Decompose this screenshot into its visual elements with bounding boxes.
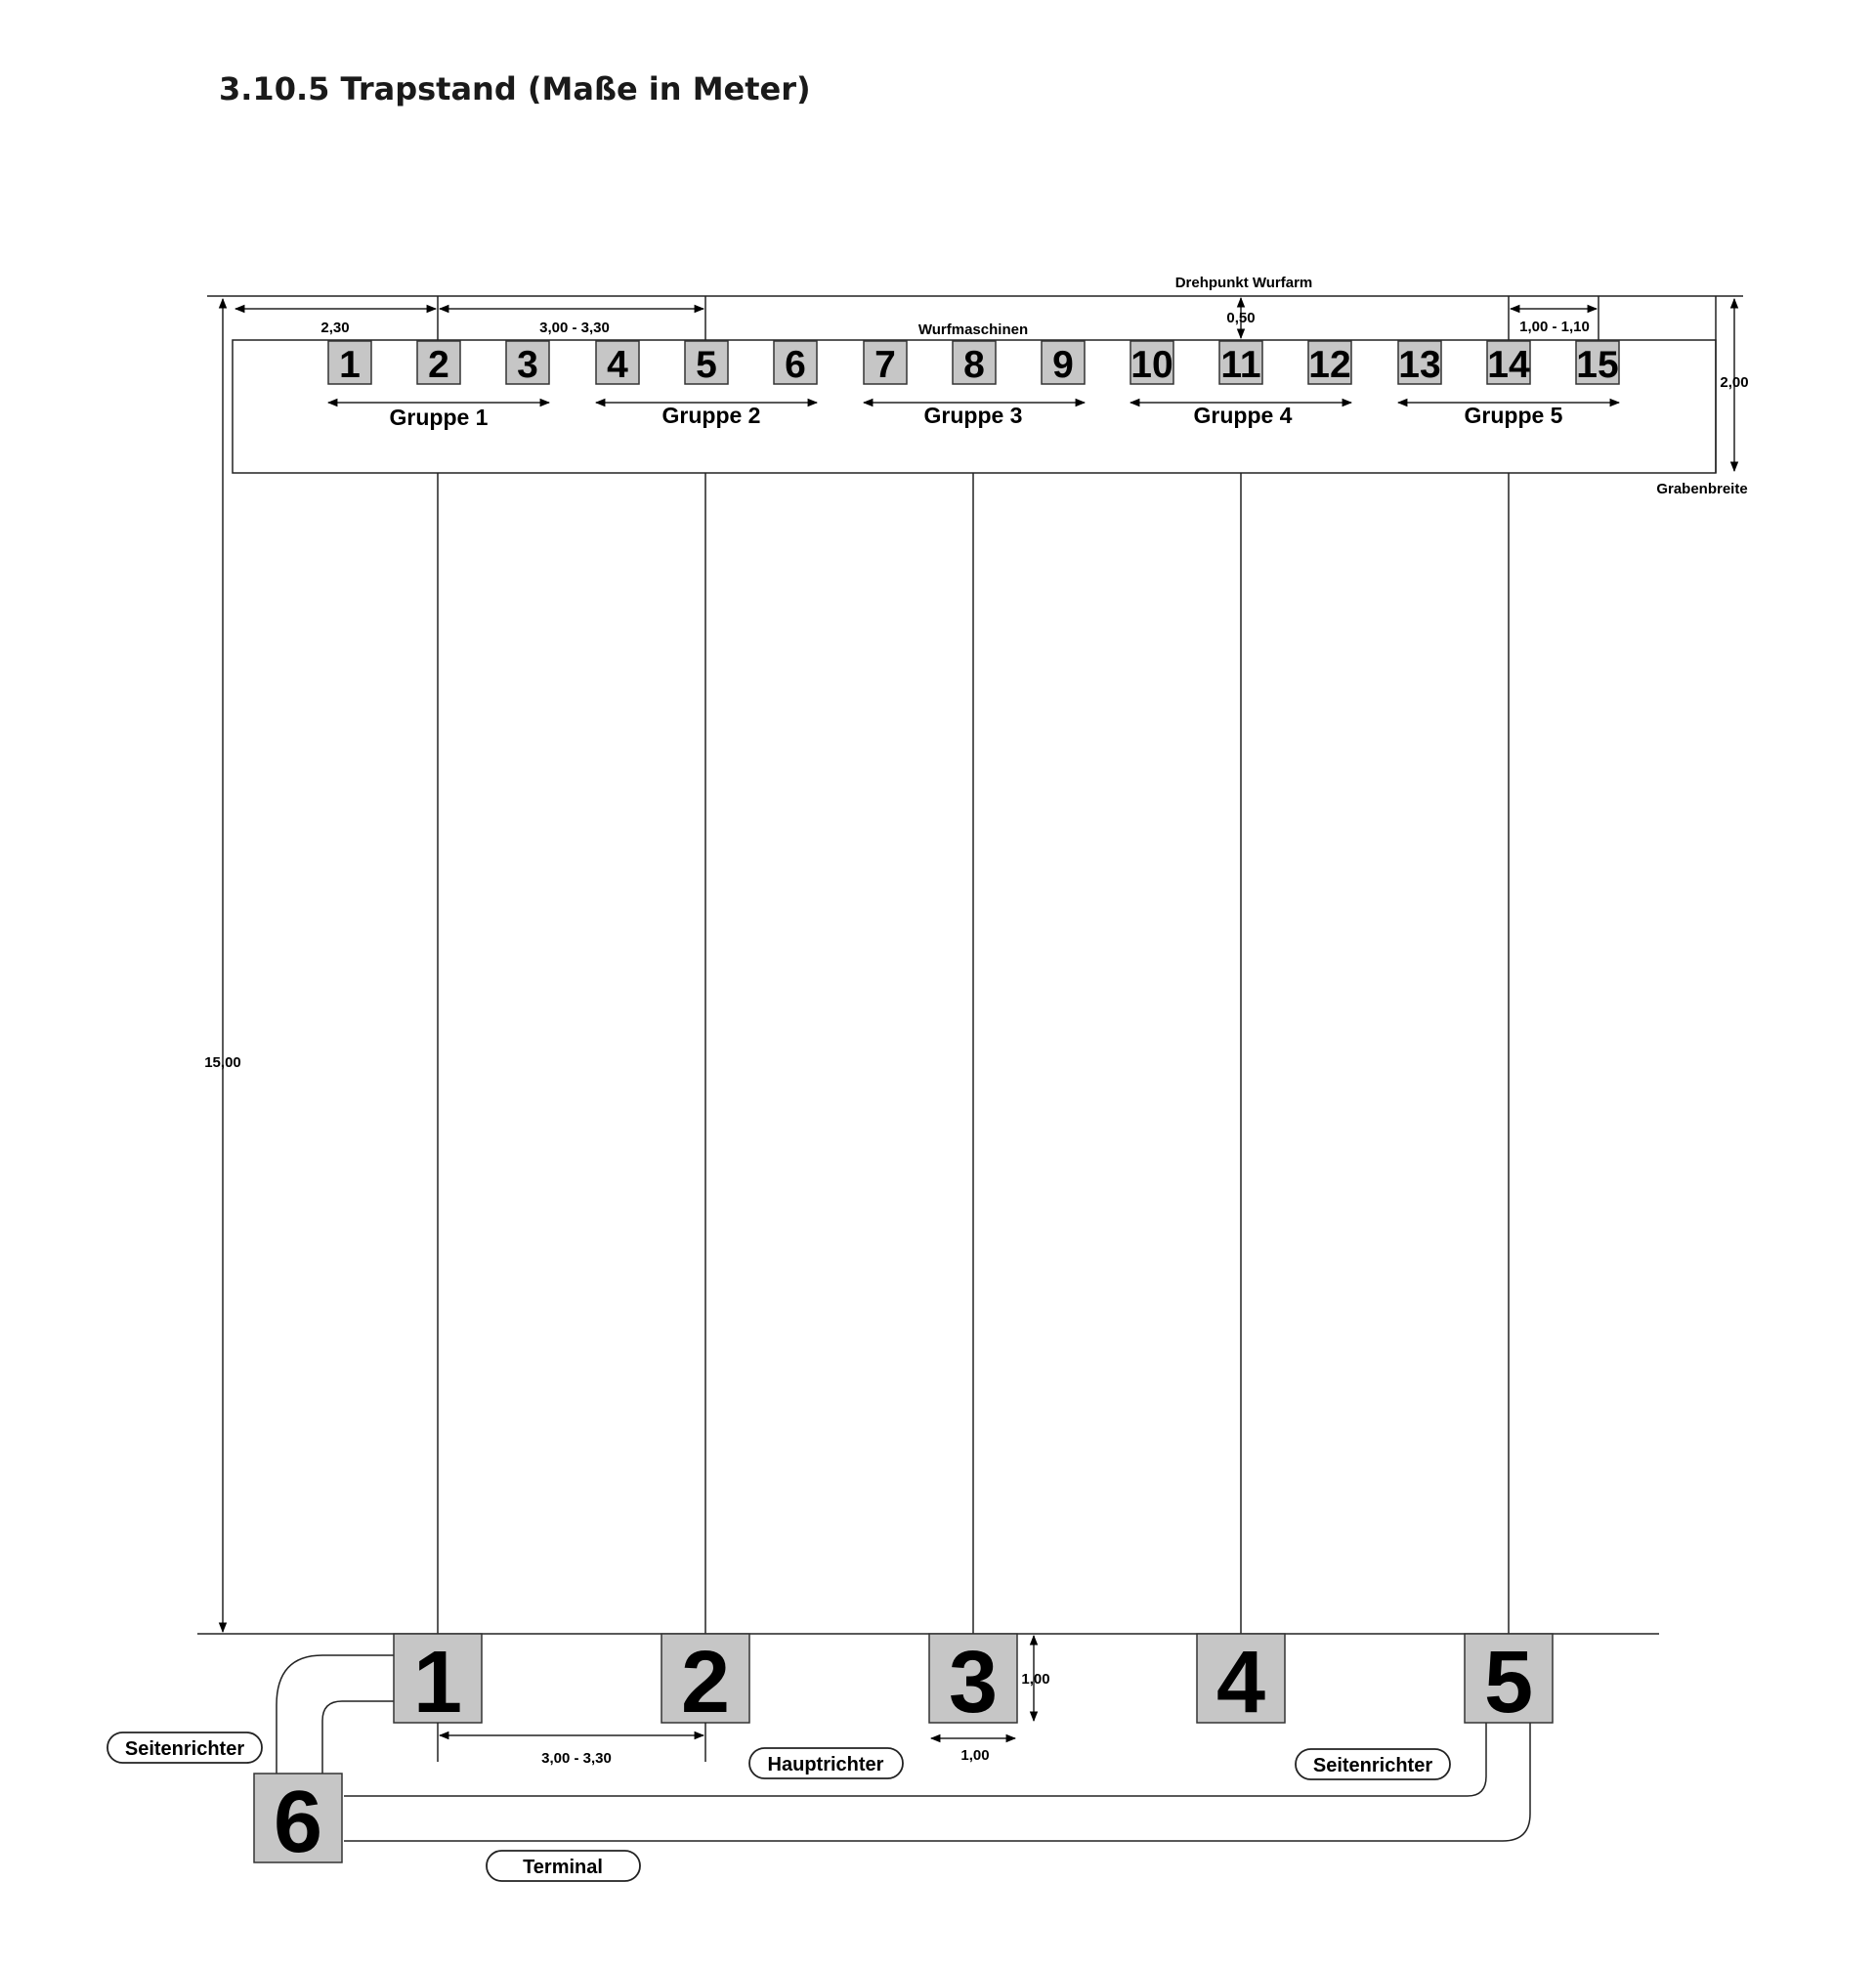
group-5-label: Gruppe 5: [1464, 403, 1563, 428]
dim-100-v: 1,00: [1021, 1671, 1050, 1688]
svg-text:11: 11: [1220, 344, 1261, 386]
group-3-label: Gruppe 3: [923, 403, 1023, 428]
svg-text:3: 3: [948, 1634, 999, 1732]
machine-2: [417, 341, 460, 386]
dim-1500: 15,00: [204, 1054, 241, 1071]
station-4: [1197, 1634, 1285, 1732]
dim-200: 2,00: [1720, 374, 1749, 391]
svg-text:Seitenrichter: Seitenrichter: [124, 1738, 245, 1760]
svg-text:4: 4: [1215, 1634, 1266, 1732]
machine-1: [328, 341, 371, 386]
machine-9: [1042, 341, 1085, 386]
station-1: [394, 1634, 482, 1732]
svg-text:1: 1: [339, 344, 361, 386]
svg-text:Seitenrichter: Seitenrichter: [1312, 1755, 1433, 1776]
label-grabenbreite: Grabenbreite: [1656, 481, 1748, 497]
group-2-label: Gruppe 2: [661, 403, 761, 428]
machine-4: [596, 341, 639, 386]
svg-text:14: 14: [1487, 344, 1530, 386]
machine-8: [953, 341, 996, 386]
svg-text:12: 12: [1308, 344, 1351, 386]
svg-text:2: 2: [680, 1634, 731, 1732]
machine-12: [1308, 341, 1351, 386]
dim-050: 0,50: [1226, 310, 1256, 326]
machine-7: [864, 341, 907, 386]
machine-3: [506, 341, 549, 386]
pill-terminal: [487, 1851, 640, 1881]
svg-text:9: 9: [1052, 344, 1074, 386]
group-4-label: Gruppe 4: [1193, 403, 1293, 428]
station-5: [1465, 1634, 1553, 1732]
svg-text:5: 5: [1483, 1634, 1534, 1732]
svg-text:6: 6: [273, 1774, 323, 1871]
svg-text:Terminal: Terminal: [523, 1857, 603, 1878]
station-3: [929, 1634, 1017, 1732]
dim-100-110: 1,00 - 1,10: [1519, 319, 1590, 335]
svg-text:8: 8: [963, 344, 985, 386]
pill-seitenrichter-right: [1296, 1749, 1450, 1779]
machine-14: [1487, 341, 1530, 386]
svg-text:5: 5: [696, 344, 717, 386]
machine-6: [774, 341, 817, 386]
machine-13: [1398, 341, 1441, 386]
label-drehpunkt: Drehpunkt Wurfarm: [1174, 275, 1313, 291]
svg-text:1: 1: [412, 1634, 463, 1732]
dim-300-330-top: 3,00 - 3,30: [539, 320, 610, 336]
svg-text:4: 4: [607, 344, 628, 386]
svg-text:7: 7: [874, 344, 896, 386]
machines: [328, 341, 1619, 386]
shooting-lines: [438, 473, 1509, 1634]
svg-text:13: 13: [1398, 344, 1441, 386]
pill-seitenrichter-left: [107, 1732, 262, 1763]
svg-text:2: 2: [428, 344, 449, 386]
dim-230: 2,30: [320, 320, 350, 336]
groups: [328, 403, 1619, 430]
dim-300-330-bottom: 3,00 - 3,30: [541, 1750, 612, 1767]
machine-10: [1130, 341, 1173, 386]
machine-5: [685, 341, 728, 386]
station-2: [661, 1634, 749, 1732]
pill-hauptrichter: [749, 1748, 903, 1778]
machine-15: [1576, 341, 1619, 386]
group-1-label: Gruppe 1: [389, 405, 489, 430]
page-title: 3.10.5 Trapstand (Maße in Meter): [219, 70, 811, 107]
dim-100-h: 1,00: [960, 1747, 990, 1764]
station-6: [254, 1774, 342, 1871]
machine-11: [1219, 341, 1262, 386]
svg-text:3: 3: [517, 344, 538, 386]
svg-text:Hauptrichter: Hauptrichter: [767, 1754, 884, 1775]
svg-text:10: 10: [1130, 344, 1173, 386]
svg-text:6: 6: [785, 344, 806, 386]
svg-text:15: 15: [1576, 344, 1619, 386]
label-wurfmaschinen: Wurfmaschinen: [917, 321, 1029, 338]
